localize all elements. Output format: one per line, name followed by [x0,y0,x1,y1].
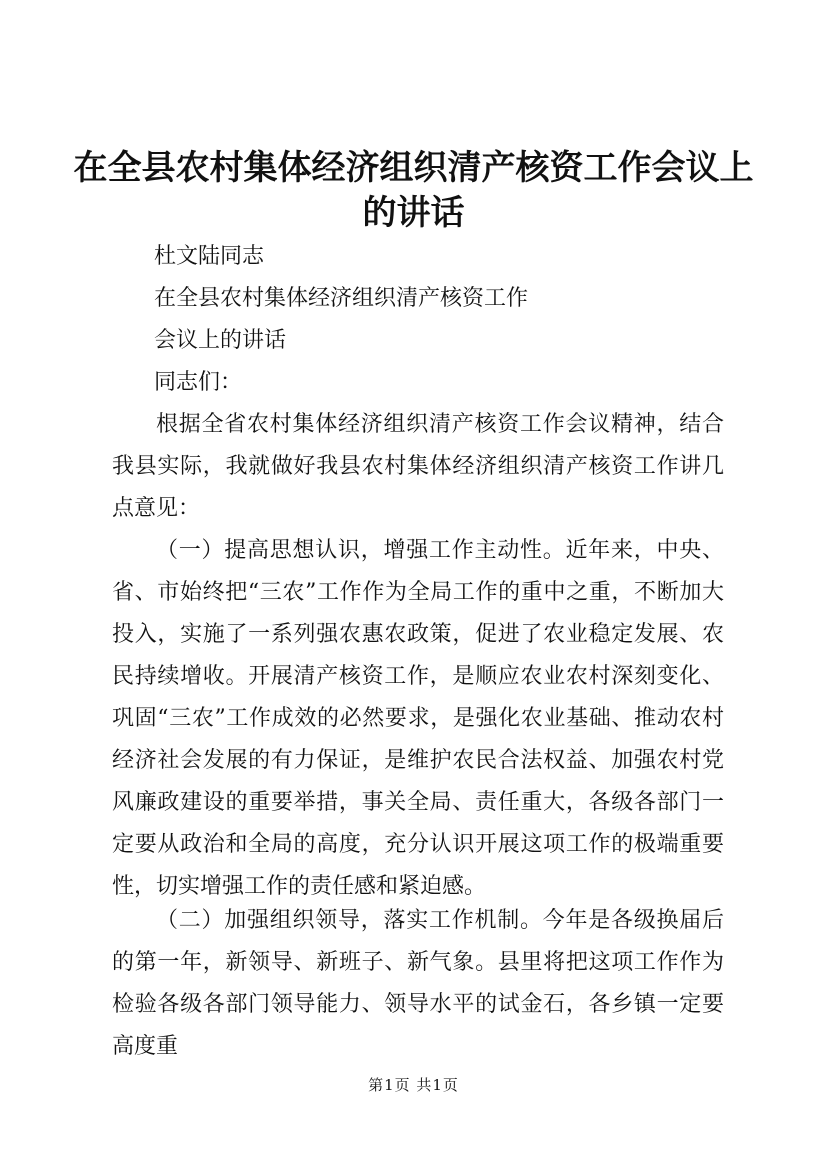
paragraph-intro: 根据全省农村集体经济组织清产核资工作会议精神，结合我县实际，我就做好我县农村集体经济组织清产核资工作讲几点意见： [112,412,724,521]
subtitle-line-2: 会议上的讲话 [154,328,287,353]
salutation: 同志们： [154,370,243,395]
paragraph-section-1: （一）提高思想认识，增强工作主动性。近年来，中央、省、市始终把“三农”工作作为全局工作的重中之重，不断加大投入，实施了一系列强农惠农政策，促进了农业稳定发展、农民持续增收。开展清产核资工作，是顺应农业农村深刻变化、巩固“三农”工作成效的必然要求，是强化农业基础、推动农村经济社会发展的有力保证，是维护农民合法权益、加强农村党风廉政建设的重要举措，事关全局、责任重大，各级各部门一定要从政治和全局的高度，充分认识开展这项工作的极端重要性，切实增强工作的责任感和紧迫感。 [112,538,724,899]
author-line: 杜文陆同志 [154,244,265,269]
paragraph-section-2: （二）加强组织领导，落实工作机制。今年是各级换届后的第一年，新领导、新班子、新气象。县里将把这项工作作为检验各级各部门领导能力、领导水平的试金石，各乡镇一定要高度重 [112,908,724,1059]
subtitle-line-1: 在全县农村集体经济组织清产核资工作 [154,286,529,311]
page-footer: 第1页 共1页 [368,1076,459,1094]
document-title: 在全县农村集体经济组织清产核资工作会议上的讲话 [73,148,754,233]
